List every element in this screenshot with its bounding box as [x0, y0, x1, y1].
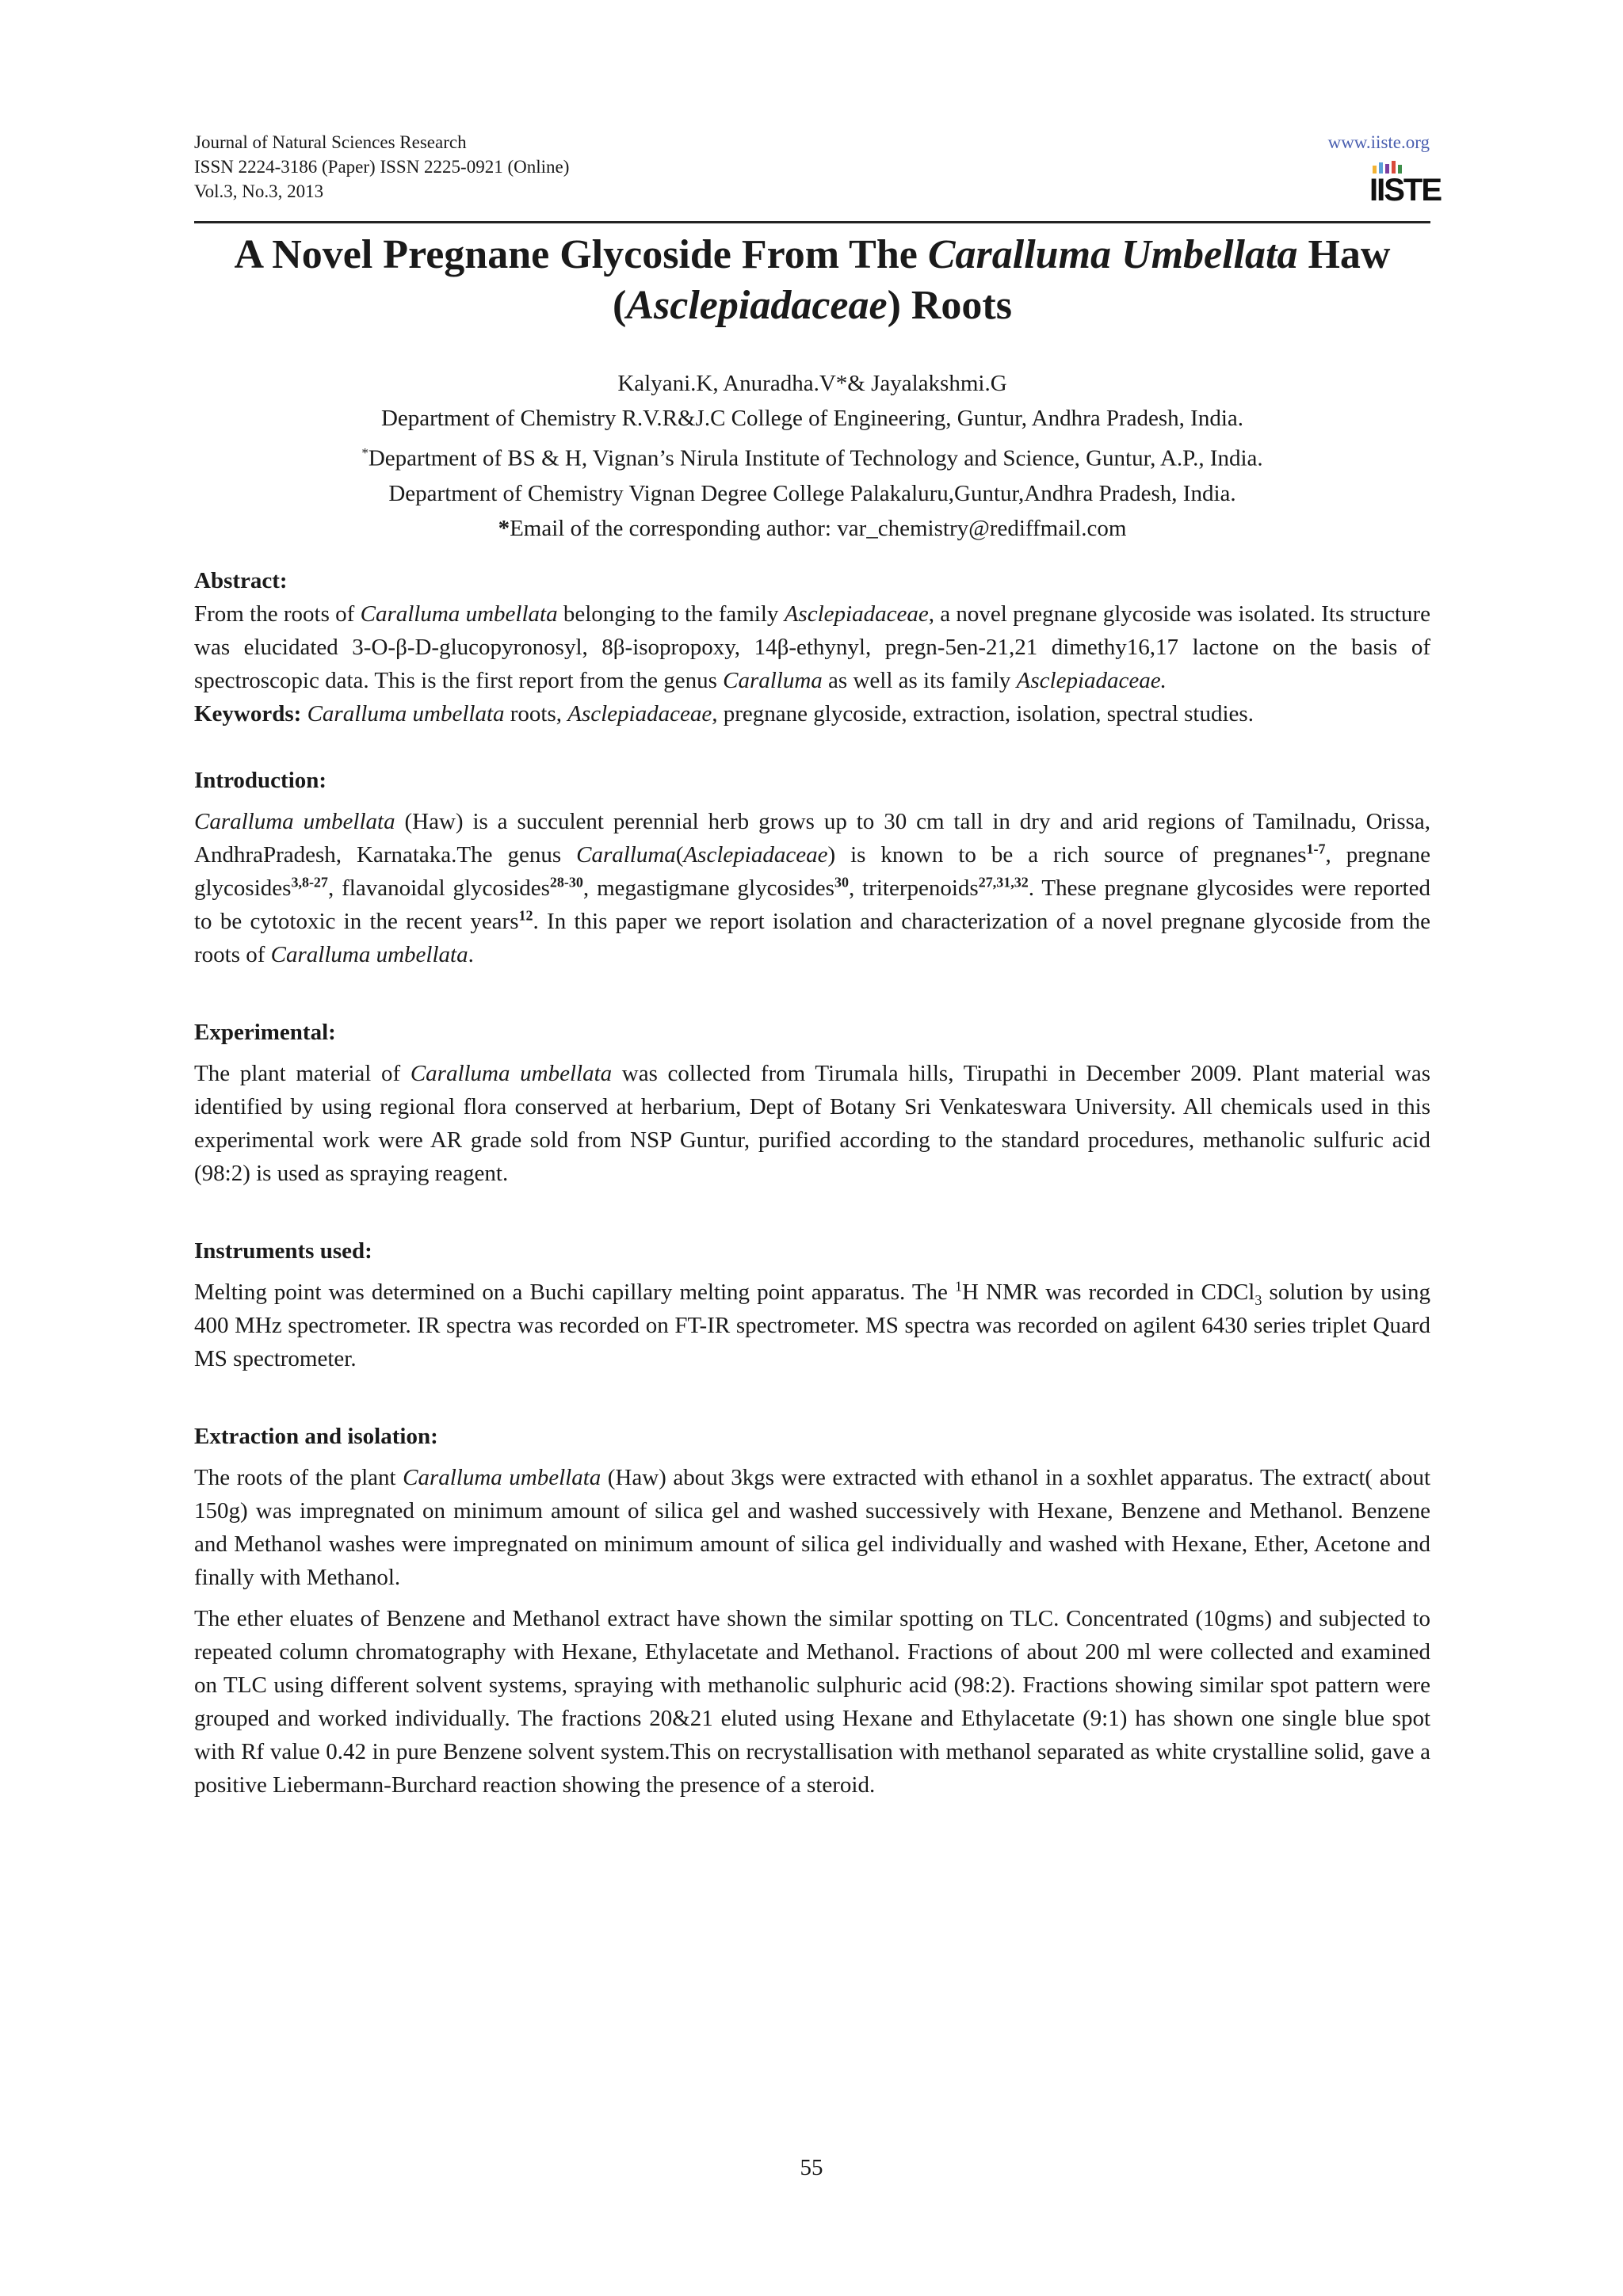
- instruments-text: Melting point was determined on a Buchi capillary melting point apparatus. The $^1$H NMR was recorded in CDCl$_3$ solution by using 400 MHz spectrometer. IR spectra was recorded on FT-IR spectrometer. MS spectra was recorded on agilent 6430 series triplet Quard MS spectrometer.: [194, 1278, 1431, 1371]
- paper-title: [194, 230, 1430, 331]
- citation-ref: 27,31,32: [978, 874, 1029, 891]
- affiliation-1: Department of Chemistry R.V.R&J.C College of Engineering, Guntur, Andhra Pradesh, India.: [380, 406, 1244, 431]
- volume-line: Vol.3, No.3, 2013: [194, 181, 324, 201]
- author-block: [194, 366, 1430, 546]
- header-rule: [194, 221, 1430, 223]
- title-text: ) Roots: [887, 283, 1012, 328]
- logo-text: IISTE: [1369, 173, 1442, 208]
- header-right: [1327, 130, 1442, 220]
- abstract-heading: Abstract:: [194, 568, 288, 593]
- extraction-paragraph-1: The roots of the plant Caralluma umbellata (Haw) about 3kgs were extracted with ethanol in a soxhlet apparatus. The extract( about 150g) was impregnated on minimum amount of silica gel and washed successively with Hexane, Benzene and Methanol. Benzene and Methanol washes were impregnated on minimum amount of silica gel individually and washed with Hexane, Ether, Acetone and finally with Methanol.: [194, 1465, 1431, 1590]
- issn-line: ISSN 2224-3186 (Paper) ISSN 2225-0921 (Online): [194, 157, 570, 177]
- experimental-heading: Experimental:: [194, 1020, 336, 1045]
- author-names: Kalyani.K, Anuradha.V*& Jayalakshmi.G: [617, 371, 1007, 396]
- iiste-logo: [1369, 161, 1442, 216]
- instruments-heading: Instruments used:: [194, 1238, 372, 1264]
- affiliation-2-text: Department of BS & H, Vignan’s Nirula Institute of Technology and Science, Guntur, A.P., India.: [368, 445, 1263, 471]
- introduction-heading: Introduction:: [194, 768, 327, 793]
- email-text: Email of the corresponding author: var_chemistry@rediffmail.com: [510, 515, 1127, 541]
- affiliation-2: [194, 436, 1430, 476]
- affiliation-marker: *: [361, 445, 369, 460]
- citation-ref: 12: [518, 907, 533, 924]
- extraction-paragraph-2: The ether eluates of Benzene and Methanol extract have shown the similar spotting on TLC. Concentrated (10gms) and subjected to repeated column chromatography with Hexane, Ethylacetate and Methanol. Fractions of about 200 ml were collected and examined on TLC using different solvent systems, spraying with methanolic sulphuric acid (98:2). Fractions showing similar spot pattern were grouped and worked individually. The fractions 20&21 eluted using Hexane and Ethylacetate (9:1) has shown one single blue spot with Rf value 0.42 in pure Benzene solvent system.This on recrystallisation with methanol separated as white crystalline solid, gave a positive Liebermann-Burchard reaction showing the presence of a steroid.: [194, 1606, 1430, 1798]
- keywords-line: Keywords: Caralluma umbellata roots, Asclepiadaceae, pregnane glycoside, extraction, isolation, spectral studies.: [194, 701, 1254, 727]
- citation-ref: 28-30: [549, 874, 583, 891]
- title-species: Caralluma Umbellata: [927, 232, 1298, 277]
- citation-ref: 1-7: [1306, 841, 1326, 857]
- corresponding-email: [194, 511, 1430, 546]
- title-text: A Novel Pregnane Glycoside From The: [234, 232, 928, 277]
- email-marker: *: [498, 515, 510, 541]
- page-number: 55: [800, 2155, 823, 2180]
- citation-ref: 3,8-27: [291, 874, 328, 891]
- title-text: (: [613, 283, 627, 328]
- introduction-text: Caralluma umbellata (Haw) is a succulent perennial herb grows up to 30 cm tall in dry and arid regions of Tamilnadu, Orissa, AndhraPradesh, Karnataka.The genus Caralluma(Asclepiadaceae) is known to be a rich source of pregnanes$^{1-7}$, pregnane glycosides$^{3,8-27}$, flavanoidal glycosides$^{28-30}$, megastigmane glycosides$^{30}$, triterpenoids$^{27,31,32}$. These pregnane glycosides were reported to be cytotoxic in the recent years$^{12}$. In this paper we report isolation and characterization of a novel pregnane glycoside from the roots of Caralluma umbellata.: [194, 809, 1431, 967]
- keywords-label: Keywords:: [194, 701, 302, 727]
- experimental-text: The plant material of Caralluma umbellata was collected from Tirumala hills, Tirupathi in December 2009. Plant material was identified by using regional flora conserved at herbarium, Dept of Botany Sri Venkateswara University. All chemicals used in this experimental work were AR grade sold from NSP Guntur, purified according to the standard procedures, methanolic sulfuric acid (98:2) is used as spraying reagent.: [194, 1061, 1430, 1186]
- website-link[interactable]: www.iiste.org: [1327, 132, 1430, 152]
- abstract-text: From the roots of Caralluma umbellata belonging to the family Asclepiadaceae, a novel pregnane glycoside was isolated. Its structure was elucidated 3-O-β-D-glucopyronosyl, 8β-isopropoxy, 14β-ethynyl, pregn-5en-21,21 dimethy16,17 lactone on the basis of spectroscopic data. This is the first report from the genus Caralluma as well as its family Asclepiadaceae.: [194, 601, 1431, 693]
- paper-body: [194, 564, 1430, 1802]
- affiliation-3: Department of Chemistry Vignan Degree College Palakaluru,Guntur,Andhra Pradesh, India.: [388, 480, 1236, 506]
- citation-ref: 30: [834, 874, 849, 891]
- journal-name: Journal of Natural Sciences Research: [194, 132, 467, 152]
- title-family: Asclepiadaceae: [626, 283, 888, 328]
- journal-header: [194, 130, 569, 204]
- extraction-heading: Extraction and isolation:: [194, 1424, 438, 1449]
- title-text: Haw: [1297, 232, 1391, 277]
